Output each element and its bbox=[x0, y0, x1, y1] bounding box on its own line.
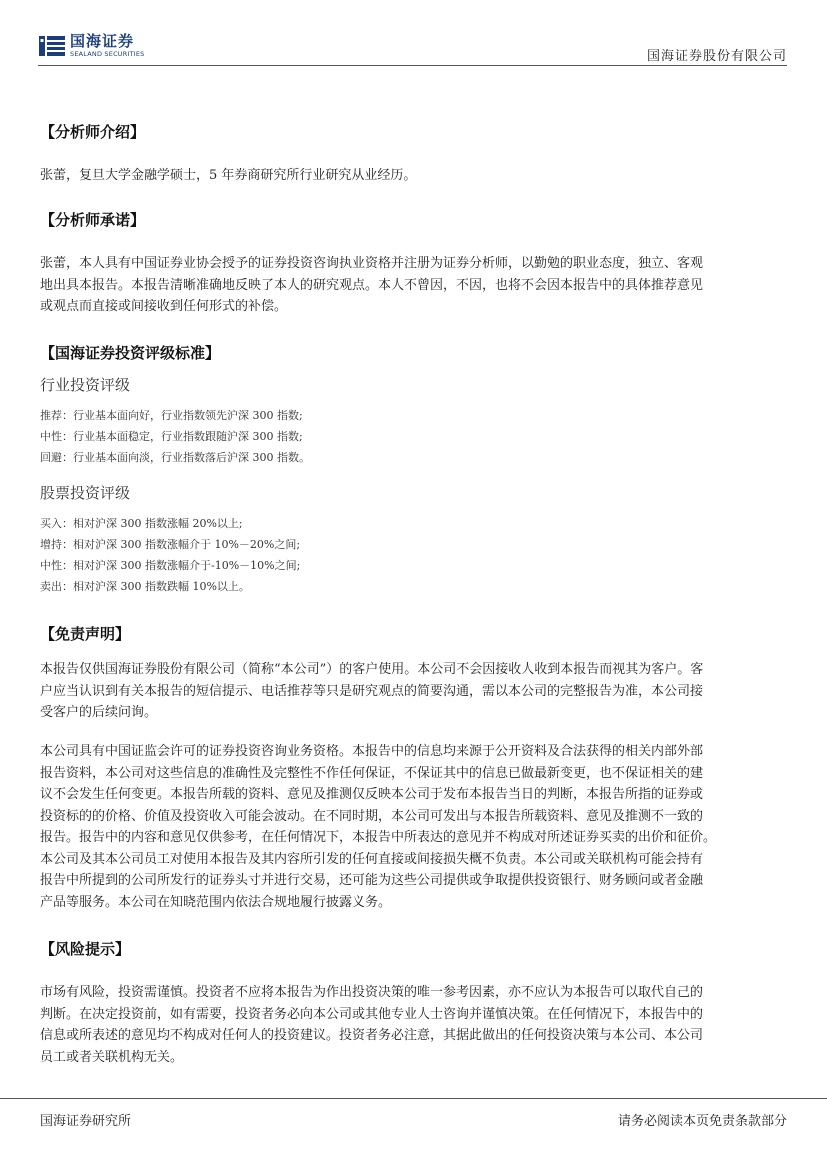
disclaimer-paragraph-1 bbox=[40, 659, 788, 724]
logo-english-name: SEALAND SECURITIES bbox=[70, 50, 145, 59]
paragraph-line: 判断。在决定投资前，如有需要，投资者务必向本公司或其他专业人士咨询并谨慎决策。在任何情况下，本报告中的 bbox=[40, 1006, 704, 1022]
stock-rating-item: 买入：相对沪深 300 指数涨幅 20%以上; bbox=[40, 517, 243, 530]
stock-rating-item: 增持：相对沪深 300 指数涨幅介于 10%－20%之间; bbox=[40, 538, 301, 551]
risk-title: 【风险提示】 bbox=[40, 940, 131, 958]
paragraph-line: 投资标的的价格、价值及投资收入可能会波动。在不同时期，本公司可发出与本报告所载资料、意见及推测不一致的 bbox=[40, 808, 704, 824]
paragraph-line: 报告资料，本公司对这些信息的准确性及完整性不作任何保证，不保证其中的信息已做最新变更，也不保证相关的建 bbox=[40, 765, 704, 781]
paragraph-line: 本公司具有中国证监会许可的证券投资咨询业务资格。本报告中的信息均来源于公开资料及合法获得的相关内部外部 bbox=[40, 744, 704, 759]
analyst-commitment-text bbox=[40, 253, 788, 318]
stock-rating-item: 卖出：相对沪深 300 指数跌幅 10%以上。 bbox=[40, 580, 250, 593]
industry-rating-item: 推荐：行业基本面向好，行业指数领先沪深 300 指数; bbox=[40, 409, 303, 422]
paragraph-line: 受客户的后续问询。 bbox=[40, 705, 158, 720]
paragraph-line: 报告中所提到的公司所发行的证券头寸并进行交易，还可能为这些公司提供或争取提供投资银行、财务顾问或者金融 bbox=[40, 873, 704, 888]
industry-rating-heading: 行业投资评级 bbox=[40, 376, 131, 394]
paragraph-line: 员工或者关联机构无关。 bbox=[40, 1049, 184, 1065]
paragraph-line: 本报告仅供国海证券股份有限公司（简称“本公司”）的客户使用。本公司不会因接收人收到本报告而视其为客户。客 bbox=[40, 662, 704, 677]
paragraph-line: 议不会发生任何变更。本报告所载的资料、意见及推测仅反映本公司于发布本报告当日的判断，本报告所指的证券或 bbox=[40, 787, 704, 802]
disclaimer-paragraph-2 bbox=[40, 741, 788, 913]
stock-rating-item: 中性：相对沪深 300 指数涨幅介于-10%－10%之间; bbox=[40, 559, 301, 572]
analyst-commitment-title: 【分析师承诺】 bbox=[40, 211, 146, 229]
sealand-logo-icon bbox=[38, 34, 66, 58]
paragraph-line: 报告。报告中的内容和意见仅供参考，在任何情况下，本报告中所表达的意见并不构成对所述证券买卖的出价和征价。 bbox=[40, 830, 717, 845]
stock-rating-heading: 股票投资评级 bbox=[40, 484, 131, 502]
paragraph-line: 市场有风险，投资需谨慎。投资者不应将本报告为作出投资决策的唯一参考因素，亦不应认为本报告可以取代自己的 bbox=[40, 985, 704, 1000]
header-divider bbox=[38, 65, 787, 66]
industry-rating-item: 回避：行业基本面向淡，行业指数落后沪深 300 指数。 bbox=[40, 451, 310, 464]
paragraph-line: 户应当认识到有关本报告的短信提示、电话推荐等只是研究观点的简要沟通，需以本公司的完整报告为准，本公司接 bbox=[40, 683, 704, 699]
disclaimer-title: 【免责声明】 bbox=[40, 625, 131, 643]
risk-text bbox=[40, 982, 788, 1068]
paragraph-line: 产品等服务。本公司在知晓范围内依法合规地履行披露义务。 bbox=[40, 894, 392, 910]
rating-standard-title: 【国海证券投资评级标准】 bbox=[40, 344, 221, 362]
stock-rating-list bbox=[40, 513, 300, 597]
analyst-intro-text bbox=[40, 165, 788, 187]
paragraph-line: 张蕾，本人具有中国证券业协会授予的证券投资咨询执业资格并注册为证券分析师，以勤勉的职业态度，独立、客观 bbox=[40, 256, 704, 271]
industry-rating-item: 中性：行业基本面稳定，行业指数跟随沪深 300 指数; bbox=[40, 430, 303, 443]
header-company-name: 国海证券股份有限公司 bbox=[646, 49, 787, 64]
paragraph-line: 信息或所表述的意见均不构成对任何人的投资建议。投资者务必注意，其据此做出的任何投资决策与本公司、本公司 bbox=[40, 1028, 704, 1043]
paragraph-line: 本公司及其本公司员工对使用本报告及其内容所引发的任何直接或间接损失概不负责。本公司或关联机构可能会持有 bbox=[40, 851, 704, 867]
paragraph-line: 或观点而直接或间接收到任何形式的补偿。 bbox=[40, 299, 288, 314]
footer-divider bbox=[0, 1098, 827, 1099]
paragraph-line: 地出具本报告。本报告清晰准确地反映了本人的研究观点。本人不曾因，不因，也将不会因本报告中的具体推荐意见 bbox=[40, 277, 704, 293]
industry-rating-list bbox=[40, 405, 310, 468]
page-header bbox=[38, 32, 787, 66]
footer-institute: 国海证券研究所 bbox=[40, 1114, 132, 1129]
logo-chinese-name: 国海证券 bbox=[70, 32, 135, 51]
paragraph-line: 张蕾，复旦大学金融学硕士，5 年券商研究所行业研究从业经历。 bbox=[40, 168, 417, 183]
company-logo bbox=[38, 34, 145, 58]
analyst-intro-title: 【分析师介绍】 bbox=[40, 123, 146, 141]
footer-disclaimer-note: 请务必阅读本页免责条款部分 bbox=[617, 1114, 787, 1129]
